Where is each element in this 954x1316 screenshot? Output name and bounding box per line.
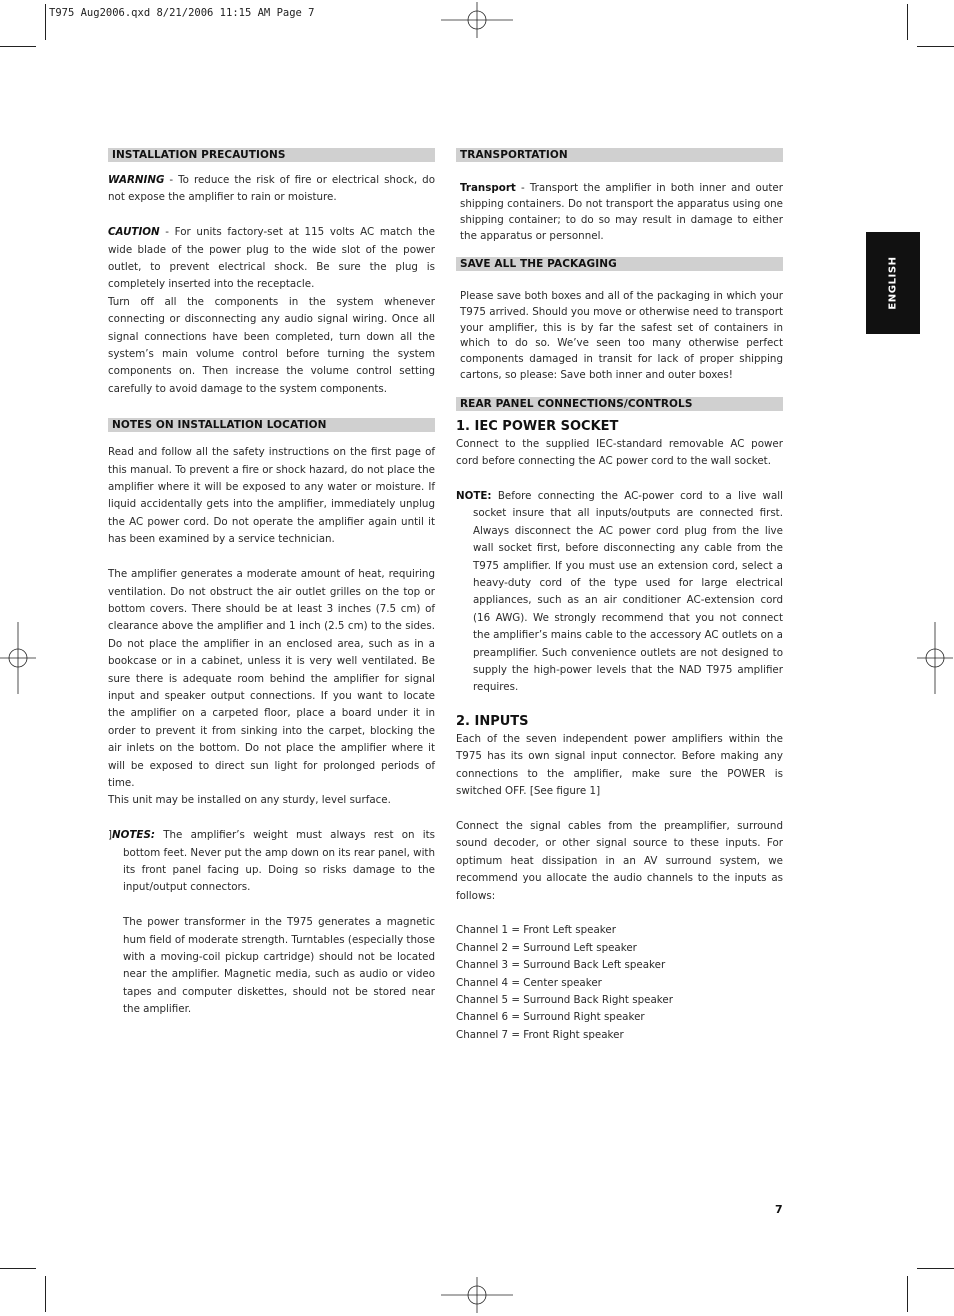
- transport-label: Transport: [460, 182, 516, 194]
- language-tab: [866, 232, 920, 334]
- registration-mark-bottom-icon: [441, 1277, 513, 1313]
- transformer-paragraph: The power transformer in the T975 generates a magnetic hum field of moderate strength. Turntables (especially those with a moving-coil pickup cartridge) should not be located near the amplifier. Magnetic media, such as audio or video tapes and computer diskettes, should not be stored near the amplifier.: [123, 916, 435, 1016]
- channel-item: Channel 3 = Surround Back Left speaker: [456, 959, 666, 972]
- rear-panel-heading: REAR PANEL CONNECTIONS/CONTROLS: [456, 397, 783, 411]
- language-tab-label: ENGLISH: [887, 256, 899, 310]
- turn-off-paragraph: Turn off all the components in the system whenever connecting or disconnecting any audio signal wiring. Once all signal connections have been completed, turn down all the system’s main volume control before turning the system components on. Then increase the volume control setting carefully to avoid damage to the system components.: [108, 295, 435, 395]
- crop-mark-top-right-vertical: [907, 4, 908, 40]
- location-paragraph-3: This unit may be installed on any sturdy, level surface.: [108, 794, 391, 807]
- location-paragraph-2: The amplifier generates a moderate amount of heat, requiring ventilation. Do not obstruct the air outlet grilles on the top or bottom covers. There should be at least 3 inches (7.5 cm) of clearance above the amplifier and 1 inch (2.5 cm) to the sides. Do not place the amplifier in an enclosed area, such as in a bookcase or in a cabinet, unless it is very well ventilated. Be sure there is adequate room behind the amplifier for signal input and speaker output connections. If you want to locate the amplifier on a carpeted floor, place a board under it in order to prevent it from sinking into the carpet, blocking the air inlets on the bottom. Do not place the amplifier where it will be exposed to direct sun light for prolonged periods of time.: [108, 568, 435, 789]
- crop-mark-bottom-left-horizontal: [0, 1268, 36, 1269]
- iec-power-socket-title: 1. IEC POWER SOCKET: [456, 418, 619, 434]
- notes-bracket: ]: [108, 829, 113, 842]
- warning-text: - To reduce the risk of fire or electrical shock, do not expose the amplifier to rain or moisture.: [108, 174, 435, 204]
- left-column: [108, 148, 435, 1019]
- channel-item: Channel 5 = Surround Back Right speaker: [456, 993, 673, 1006]
- channel-item: Channel 6 = Surround Right speaker: [456, 1011, 645, 1024]
- iec-paragraph: Connect to the supplied IEC-standard removable AC power cord before connecting the AC power cord to the wall socket.: [456, 437, 783, 468]
- iec-note-paragraph: [456, 488, 783, 697]
- notes-paragraph: [108, 827, 435, 897]
- iec-note-text: Before connecting the AC-power cord to a live wall socket insure that all inputs/outputs are connected first. Always disconnect the AC power cord plug from the live wall socket first, before disconnecting any cable from the T975 amplifier. If you must use an extension cord, select a heavy-duty cord of the type used for large electrical appliances, such as an air conditioner AC-extension cord (16 AWG). We strongly recommend that you not connect the amplifier’s mains cable to the accessory AC outlets on a preamplifier. Such convenience outlets are not designed to supply the high-power levels that the NAD T975 amplifier requires.: [473, 489, 783, 694]
- channel-list: [456, 922, 783, 1044]
- caution-paragraph: [108, 224, 435, 294]
- notes-text: The amplifier’s weight must always rest on its bottom feet. Never put the amp down on its rear panel, with its front panel facing up. Doing so risks damage to the input/output connectors.: [123, 829, 435, 894]
- installation-location-heading: NOTES ON INSTALLATION LOCATION: [108, 418, 435, 432]
- packaging-heading: SAVE ALL THE PACKAGING: [456, 257, 783, 271]
- registration-mark-left-icon: [0, 622, 36, 694]
- crop-mark-bottom-right-horizontal: [917, 1268, 954, 1269]
- caution-text: - For units factory-set at 115 volts AC match the wide blade of the power plug to the wide slot of the power outlet, to prevent electrical shock. Be sure the plug is completely inserted into the receptacle.: [108, 226, 435, 291]
- crop-mark-top-left-horizontal: [0, 46, 36, 47]
- print-slug-line: T975 Aug2006.qxd 8/21/2006 11:15 AM Page 7: [49, 7, 315, 19]
- transportation-heading: TRANSPORTATION: [456, 148, 783, 162]
- channel-item: Channel 2 = Surround Left speaker: [456, 941, 637, 954]
- registration-mark-right-icon: [917, 622, 953, 694]
- notes-label: NOTES:: [112, 829, 155, 842]
- crop-mark-bottom-left-vertical: [45, 1276, 46, 1312]
- packaging-paragraph: Please save both boxes and all of the packaging in which your T975 arrived. Should you move or otherwise need to transport your amplifier, this is by far the safest set of containers in which to do so. We’ve seen too many otherwise perfect components damaged in transit for lack of proper shipping cartons, so please: Save both inner and outer boxes!: [460, 290, 783, 381]
- channel-item: Channel 7 = Front Right speaker: [456, 1028, 624, 1041]
- installation-precautions-heading: INSTALLATION PRECAUTIONS: [108, 148, 435, 162]
- warning-label: WARNING: [108, 174, 165, 186]
- channel-item: Channel 1 = Front Left speaker: [456, 924, 616, 937]
- page-number: 7: [775, 1203, 783, 1216]
- transport-text: - Transport the amplifier in both inner and outer shipping containers. Do not transport the apparatus using one shipping container; to do so may result in damage to either the apparatus or personnel.: [460, 182, 783, 242]
- crop-mark-top-right-horizontal: [917, 46, 954, 47]
- transport-paragraph: [456, 180, 783, 244]
- channel-item: Channel 4 = Center speaker: [456, 976, 602, 989]
- inputs-title: 2. INPUTS: [456, 713, 529, 729]
- inputs-paragraph-1: Each of the seven independent power amplifiers within the T975 has its own signal input connector. Before making any connections to the amplifier, make sure the POWER is switched OFF. [See figure 1]: [456, 732, 783, 798]
- crop-mark-bottom-right-vertical: [907, 1276, 908, 1312]
- crop-mark-top-left-vertical: [45, 4, 46, 40]
- right-column: [456, 148, 783, 1044]
- warning-paragraph: [108, 172, 435, 207]
- iec-note-label: NOTE:: [456, 489, 492, 502]
- location-paragraph-1: Read and follow all the safety instructions on the first page of this manual. To prevent a fire or shock hazard, do not place the amplifier where it will be exposed to any water or moisture. If liquid accidentally gets into the amplifier, immediately unplug the AC power cord. Do not operate the amplifier again until it has been examined by a service technician.: [108, 446, 435, 546]
- caution-label: CAUTION: [108, 226, 160, 239]
- registration-mark-top-icon: [441, 2, 513, 38]
- inputs-paragraph-2: Connect the signal cables from the preamplifier, surround sound decoder, or other signal source to these inputs. For optimum heat dissipation in an AV surround system, we recommend you allocate the audio channels to the inputs as follows:: [456, 819, 783, 902]
